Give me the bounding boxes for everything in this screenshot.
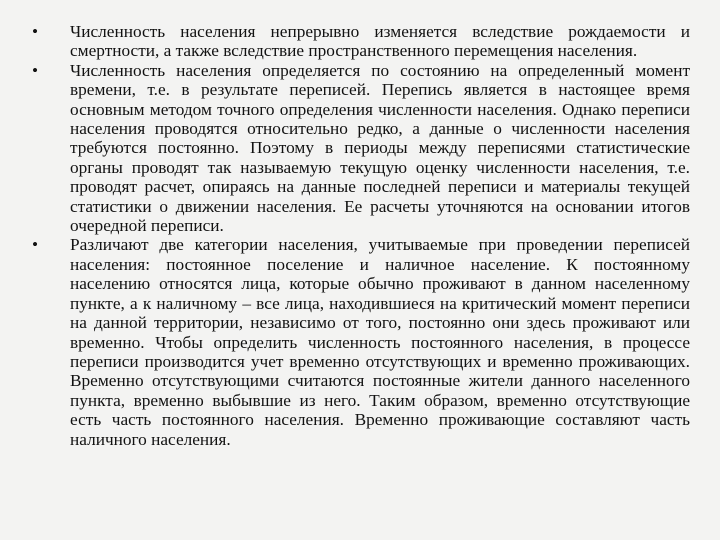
bullet-icon: • — [31, 60, 39, 80]
bullet-item-1 — [28, 22, 690, 61]
bullet-item-3 — [28, 235, 690, 448]
bullet-icon: • — [31, 235, 39, 255]
paragraph-text: Численность населения непрерывно изменяется вследствие рождаемости и смертности, а также вследствие пространственного перемещения населения. — [70, 22, 690, 61]
bullet-list — [28, 22, 690, 449]
paragraph-text: Различают две категории населения, учитываемые при проведении переписей населения: постоянное поселение и наличное население. К постоянному населению относятся лица, которые обычно проживают в данном населенному пункте, а к наличному – все лица, находившиеся на критический момент переписи на данной территории, независимо от того, постоянно они здесь проживают или временно. Чтобы определить численность постоянного населения, в процессе переписи производится учет временно отсутствующих и временно проживающих. Временно отсутствующими считаются постоянные жители данного населенного пункта, временно выбывшие из него. Таким образом, временно отсутствующие есть часть постоянного населения. Временно проживающие составляют часть наличного населения. — [70, 235, 690, 449]
bullet-item-2 — [28, 61, 690, 236]
paragraph-text: Численность населения определяется по состоянию на определенный момент времени, т.е. в результате переписей. Перепись является в настоящее время основным методом точного определения численности населения. Однако переписи населения проводятся относительно редко, а данные о численности населения требуются постоянно. Поэтому в периоды между переписями статистические органы проводят так называемую текущую оценку численности населения, т.е. проводят расчет, опираясь на данные последней переписи и материалы текущей статистики о движении населения. Ее расчеты уточняются на основании итогов очередной переписи. — [70, 60, 690, 236]
bullet-icon: • — [31, 22, 39, 41]
